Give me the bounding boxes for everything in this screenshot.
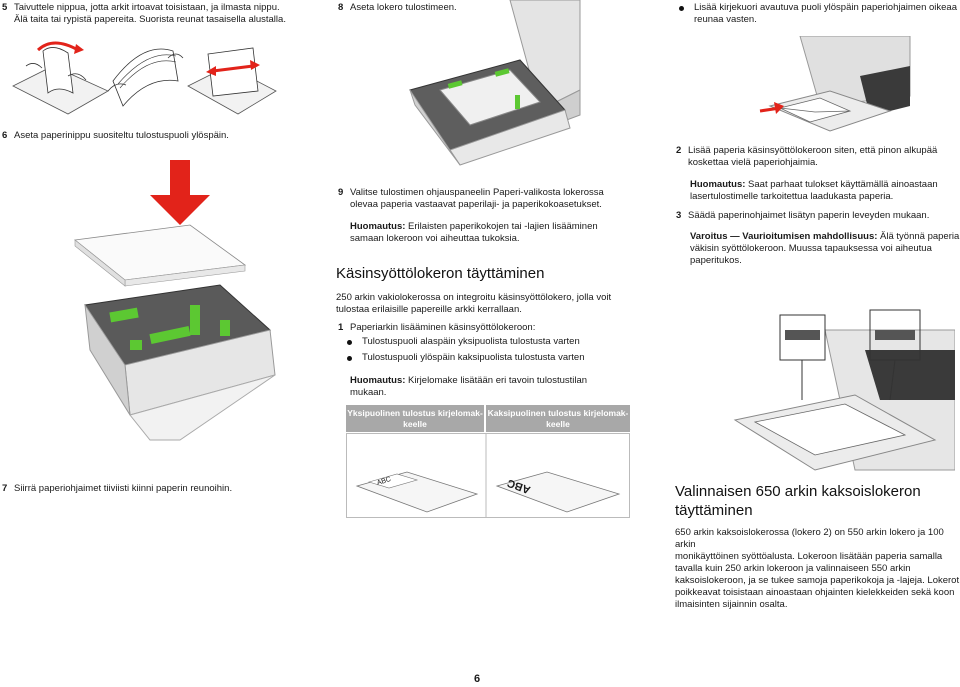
header-line-2: keelle [403,418,427,429]
page-number: 6 [474,673,481,685]
envelope-bullet [676,2,957,26]
intro-paragraph [336,292,611,316]
note-text-2: samaan lokeroon voi aiheuttaa tukoksia. [350,233,520,244]
header-line: Kaksipuolinen tulostus kirjelomak- [487,407,629,418]
para-line: kaksoislokeroon, ja se tukee samoja paperikokoja ja -lajeja. Lokerot [675,575,960,586]
step-number: 8 [338,2,344,13]
section-heading-650-tray [675,482,921,520]
fan-paper-illustration [8,36,278,116]
para-line: ilmaisinten sijainnin osalta. [675,599,788,610]
step-text: Säädä paperinohjaimet lisätyn paperin leveyden mukaan. [688,210,930,221]
step-5 [2,2,286,26]
step-text: Aseta paperinippu suositeltu tulostuspuoli ylöspäin. [14,130,229,141]
para-line: poikkeavat toisistaan ainoastaan ohjainten kielekkeiden sekä koon [675,587,955,598]
note-label: Huomautus: [350,221,406,232]
printer-tray-insert-illustration [400,0,590,170]
note-text: Kirjelomake lisätään eri tavoin tulostustilan [405,375,588,386]
note-letterhead [350,375,587,399]
red-arrow-icon [150,160,210,225]
manual-feeder-illustration [705,290,955,475]
step-number: 1 [338,322,344,333]
warning-label: Varoitus — Vaurioitumisen mahdollisuus: [690,231,878,242]
bullet-line: Lisää kirjekuori avautuva puoli ylöspäin paperiohjaimen oikeaa [694,2,957,13]
step-9 [338,187,604,211]
step-text-2: olevaa paperia vastaavat paperilaji- ja paperikokoasetukset. [350,199,602,210]
step-text: Valitse tulostimen ohjauspaneelin Paperi-valikosta lokerossa [350,187,604,198]
step-3 [676,210,929,222]
header-line: Yksipuolinen tulostus kirjelomak- [347,407,483,418]
para-line: 650 arkin kaksoislokerossa (lokero 2) on 550 arkin lokero ja 100 arkin [675,527,944,550]
note-text-2: lasertulostimelle tarkoitettua laadukasta paperia. [690,191,894,202]
step-text: Siirrä paperiohjaimet tiiviisti kiinni paperin reunoihin. [14,483,233,494]
step-text-2: Älä taita tai rypistä papereita. Suorista reunat tasaisella alustalla. [14,14,286,25]
warning-text-3: paperitukos. [690,255,742,266]
note-label: Huomautus: [690,179,746,190]
step-number: 2 [676,145,682,156]
bullet-item: Tulostuspuoli ylöspäin kaksipuolista tulostusta varten [344,352,585,364]
note-label: Huomautus: [350,375,406,386]
step-7 [2,483,232,495]
step-text: Taivuttele nippua, jotta arkit irtoavat toisistaan, ja ilmasta nippu. [14,2,280,13]
note-text: Erilaisten paperikokojen tai -lajien lisääminen [405,221,598,232]
heading-line-2: täyttäminen [675,502,753,519]
step-text: Lisää paperia käsinsyöttölokeroon siten, että pinon alkupää [688,145,938,156]
step-1 [338,322,535,334]
step-text: Aseta lokero tulostimeen. [350,2,457,13]
paper-tray-illustration [70,155,280,455]
step-2 [676,145,937,169]
step-6 [2,130,229,142]
note-text-2: mukaan. [350,387,387,398]
table-header-simplex [346,405,484,432]
envelope-feed-illustration [740,36,940,136]
section-heading-manual-feeder: Käsinsyöttölokeron täyttäminen [336,265,545,282]
letterhead-table-body [346,433,630,518]
tray-650-paragraph [675,527,960,611]
intro-line: 250 arkin vakiolokerossa on integroitu käsinsyöttölokero, jolla voit [336,292,612,303]
envelope-text-simplex: ABC [376,475,392,488]
para-line: monikäyttöinen syöttöalusta. Lokeroon lisätään paperia samalla [675,551,943,562]
warning-damage [690,231,959,267]
bullet-line-2: reunaa vasten. [694,14,757,25]
envelope-text-duplex: ABC [505,476,533,496]
step-text-2: koskettaa vielä paperiohjaimia. [688,157,818,168]
note-paper-sizes [350,221,598,245]
table-header-duplex [486,405,630,432]
heading-line: Valinnaisen 650 arkin kaksoislokeron [675,483,921,500]
para-line: tavalla kuin 250 arkin lokeroon ja valinnaiseen 550 arkin [675,563,911,574]
step-text: Paperiarkin lisääminen käsinsyöttölokeroon: [350,322,536,333]
step-number: 7 [2,483,8,494]
warning-text-2: väkisin syöttölokeroon. Muussa tapauksessa voi aiheutua [690,243,932,254]
step-number: 6 [2,130,8,141]
note-laser-paper [690,179,938,203]
note-text: Saat parhaat tulokset käyttämällä ainoastaan [745,179,938,190]
step-number: 5 [2,2,8,13]
step-number: 9 [338,187,344,198]
bullet-item: Tulostuspuoli alaspäin yksipuolista tulostusta varten [344,336,580,348]
header-line-2: keelle [546,418,570,429]
step-number: 3 [676,210,682,221]
warning-text: Älä työnnä paperia [877,231,960,242]
intro-line-2: tulostaa erilaisille papereille arkki kerrallaan. [336,304,522,315]
